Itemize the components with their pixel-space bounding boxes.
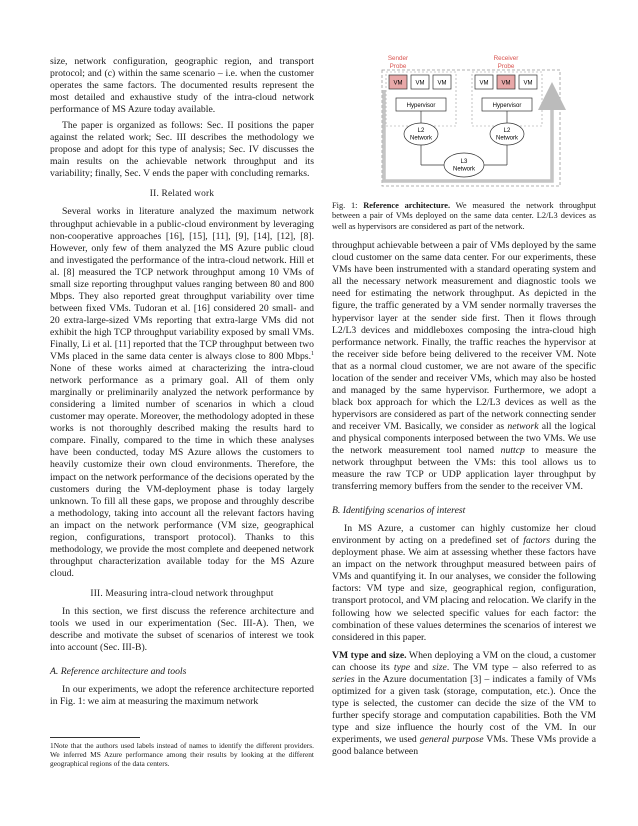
vm-type-em-general: general purpose: [419, 734, 484, 745]
scenarios-paragraph: [332, 523, 596, 643]
vm-label: VM: [415, 80, 425, 87]
vm-type-em-type: type: [393, 661, 411, 673]
section-heading-related-work: II. Related work: [149, 189, 215, 200]
receiver-label-1: Receiver: [493, 55, 519, 62]
sender-l2-label-2: Network: [409, 135, 433, 142]
architecture-diagram: [372, 54, 566, 196]
subsection-heading-a: A. Reference architecture and tools: [50, 666, 187, 678]
related-work-paragraph: [50, 206, 314, 579]
arch-em-network: network: [507, 420, 539, 432]
caption-title: Reference architecture.: [363, 201, 451, 210]
organization-paragraph: The paper is organized as follows: Sec. II positions the paper against the related work; Sec. III describes the methodology we propose and adopt for this type of analysis; Sec. IV discusses the main results on the achievable network throughput and its variability; finally, Sec. V ends the paper with concluding remarks.: [50, 120, 314, 180]
section-intro-paragraph: In this section, we first discuss the reference architecture and tools we used in our experimentation (Sec. III-A). Then, we describe and motivate the subset of scenarios of interest we took into account (Sec. III-B).: [50, 605, 314, 654]
vm-label: VM: [437, 80, 447, 87]
sender-vm-label: VM: [393, 80, 403, 87]
arch-em-nuttcp: nuttcp: [500, 445, 525, 457]
receiver-label-2: Probe: [497, 63, 515, 70]
vm-type-text-d: in the Azure documentation [3] – indicates a family of VMs optimized for a given task (storage, computation, etc.). Once the type is selected, the customer can decide the size of the VM to further specify storage and computation capabilities. Both the VM type and size influence the hourly cost of the VM. In our experiments, we used: [332, 673, 596, 745]
arch-text-c: to measure the network throughput between the VMs: this tool allows us to measure the raw TCP or UDP application layer throughput by transferring memory buffers from the sender to the receiver VM.: [332, 445, 596, 493]
vm-label: VM: [479, 80, 489, 87]
related-work-text-b: None of these works aimed at characterizing the intra-cloud network performance as a primary goal. All of them only marginally or preliminarily analyzed the network performance by considering a limited number of scenarios in which a cloud customer may operate. Moreover, the methodology adopted in these works is not thoroughly described making the results hard to compare. Finally, compared to the time in which these analyses have been conducted, today MS Azure allows the customers to heavily customize their own cloud environments. Therefore, the impact on the network performance of the decisions operated by the customers during the VM-deployment phase is today largely unknown. To fill all these gaps, we propose and throughly describe a methodology, taking into account all the relevant factors having an impact on the network performance (VM size, geographical region, configurations, transport protocol). Thanks to this methodology, we provide the most complete and deepened network throughput characterization available today for the MS Azure cloud.: [50, 363, 314, 579]
reference-architecture-figure: [372, 54, 566, 196]
section-heading-measuring: III. Measuring intra-cloud network throughput: [90, 588, 274, 599]
l3-network: [444, 153, 484, 177]
right-column: [332, 201, 596, 758]
sender-label-1: Sender: [387, 55, 409, 62]
related-work-text-a: Several works in literature analyzed the maximum network throughput achievable in a public-cloud environment by leveraging non-cooperative approaches [16], [15], [11], [9], [14], [12], [8]. However, only few of them analyzed the MS Azure public cloud and investigated the performance of the intra-cloud network. Hill et al. [8] measured the TCP network throughput among 10 VMs of small size reporting throughput values ranging between 80 and 800 Mbps. They also reported great throughput variability over time between fixed VMs. Tudoran et al. [16] considered 20 small- and 20 extra-large-sized VMs reporting that extra-large VMs did not exhibit the high TCP throughput variability exposed by small VMs. Finally, Li et al. [11] reported that the TCP throughput between two VMs placed in the same data center is always close to 800 Mbps.: [50, 206, 314, 363]
scenarios-text-a: In MS Azure, a customer can highly customize her cloud environment by acting on a predefined set of: [332, 523, 596, 547]
l3-label-1: L3: [460, 159, 468, 165]
vm-type-text-c: . The VM type – also referred to as: [446, 661, 596, 673]
scenarios-text-b: during the deployment phase. We aim at assessing whether these factors have an impact on the network throughput measured between pairs of VMs and quantifying it. In our analyses, we consider the following factors: VM type and size, geographical region, configuration, transport protocol, and VM placing and relocation. We clarify in the following how we selected specific values for each factor: the combination of these values determines the scenarios of interest we considered in this paper.: [332, 535, 596, 643]
arch-text-a: throughput achievable between a pair of VMs deployed by the same cloud customer on the same data center. For our experiments, these VMs have been instrumented with a standard operating system and all the necessary network measurement and diagnostic tools we need for estimating the network throughput. As depicted in the figure, the traffic generated by a VM sender normally traverses the hypervisor layer at the sender side first. Then it flows through L2/L3 devices and middleboxes composing the intra-cloud high performance network. Finally, the traffic reaches the hypervisor at the receiver side before being delivered to the receiver VM. Note that as a normal cloud customer, we are not aware of the specific location of the sender and receiver VMs, which may also be hosted and managed by the same hypervisor. Furthermore, we adopt a black box approach for which the L2/L3 devices as well as the hypervisors are considered as part of the network connecting sender and receiver VM. Basically, we consider as: [332, 240, 596, 432]
footnote-rule: [50, 737, 140, 738]
l3-label-2: Network: [452, 166, 476, 173]
vm-type-text-b: and: [410, 661, 433, 673]
receiver-l2-label-1: L2: [503, 128, 511, 134]
sender-label-2: Probe: [389, 63, 407, 70]
vm-type-paragraph: [332, 650, 596, 758]
receiver-hypervisor-label: Hypervisor: [492, 103, 522, 109]
intro-paragraph-end: size, network configuration, geographic region, and transport protocol; and (c) within the same scenario – i.e. when the customer operates the same factors. The documented results represent the most detailed and exhaustive study of the intra-cloud network performance of MS Azure today available.: [50, 56, 314, 116]
vm-type-em-size: size: [432, 661, 447, 673]
receiver-l2-label-2: Network: [495, 135, 519, 142]
vm-type-em-series: series: [332, 673, 355, 685]
footnote-text: 1Note that the authors used labels instead of names to identify the different providers. We inferred MS Azure performance among their results by looking at the different geographical regions of the data centers.: [50, 741, 314, 768]
receiver-l2-network: [490, 123, 524, 145]
vm-type-text-a: When deploying a VM on the cloud, a customer can choose its: [332, 649, 597, 673]
left-column: [50, 56, 314, 708]
architecture-paragraph: [332, 240, 596, 493]
vm-label: VM: [523, 80, 533, 87]
sender-l2-network: [404, 123, 438, 145]
reference-arch-paragraph: In our experiments, we adopt the reference architecture reported in Fig. 1: we aim at measuring the maximum network: [50, 684, 314, 708]
caption-text: We measured the network throughput between a pair of VMs deployed on the same data center. L2/L3 devices as well as hypervisors are considered as part of the network.: [332, 201, 596, 231]
receiver-vm-label: VM: [501, 80, 511, 87]
vm-type-heading: VM type and size.: [332, 649, 407, 661]
figure-caption: [332, 201, 596, 232]
sender-l2-label-1: L2: [417, 128, 425, 134]
arch-text-b: all the logical and physical components interposed between the two VMs. We use the network measurement tool named: [332, 420, 596, 457]
footnote-marker: 1: [311, 350, 314, 357]
sender-hypervisor-label: Hypervisor: [406, 103, 436, 109]
caption-label: Fig. 1:: [332, 201, 358, 210]
vm-type-text-e: VMs. These VMs provide a good balance between: [332, 734, 596, 758]
footnote: [50, 737, 314, 768]
subsection-heading-b: B. Identifying scenarios of interest: [332, 505, 466, 517]
scenarios-em-factors: factors: [523, 535, 551, 547]
